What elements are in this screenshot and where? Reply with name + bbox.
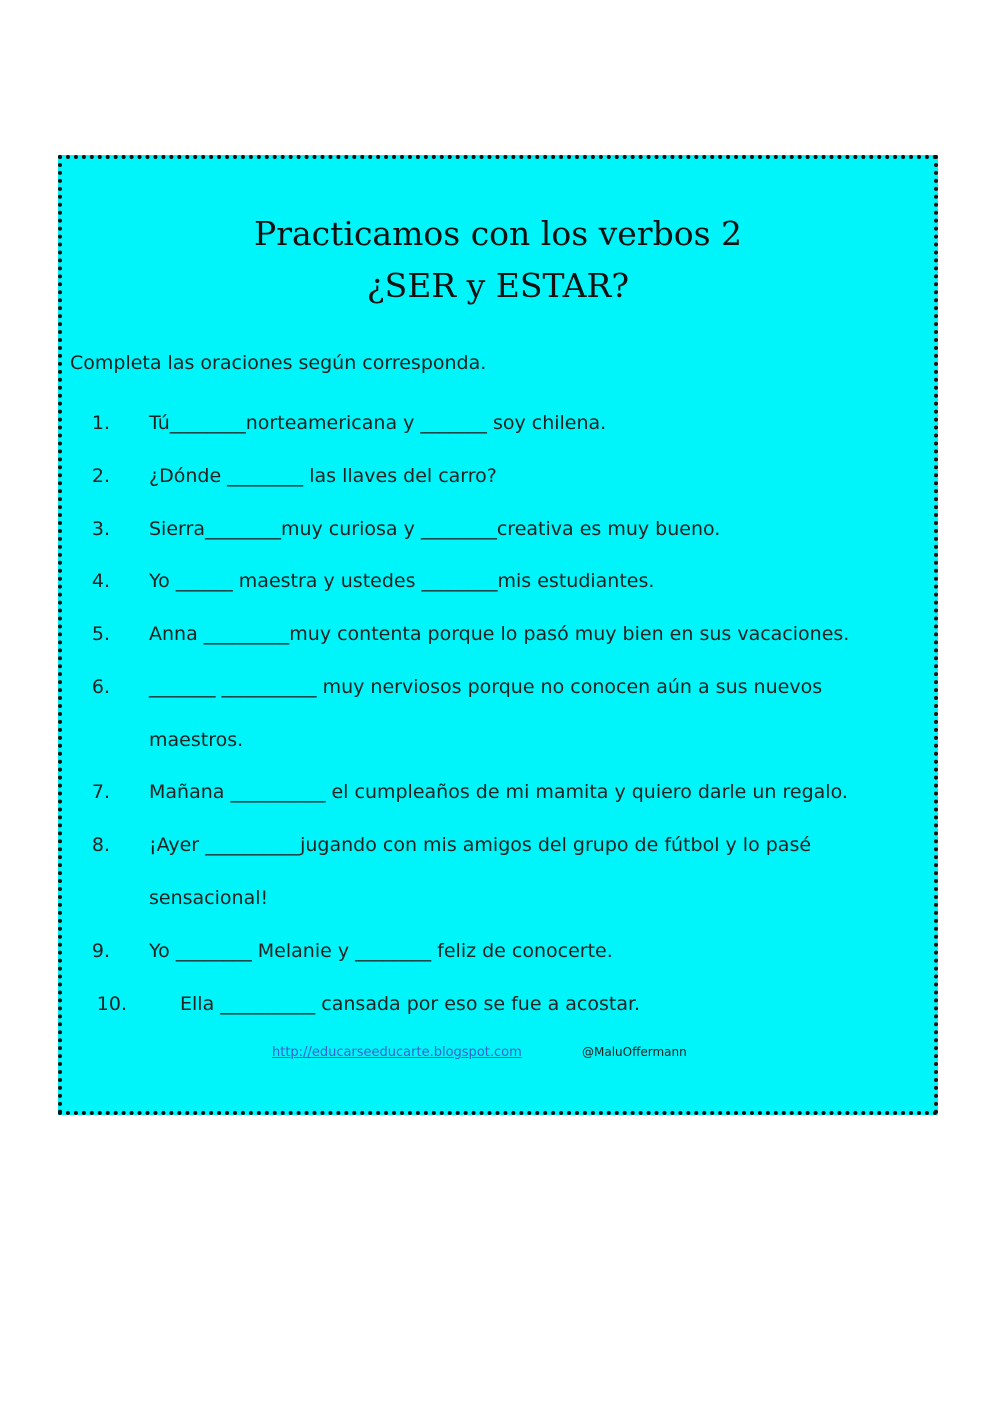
item-number: 10. <box>96 993 127 1015</box>
item-number: 7. <box>91 781 110 803</box>
blog-link[interactable]: http://educarseeducarte.blogspot.com <box>272 1045 522 1060</box>
item-continuation: maestros. <box>149 729 244 751</box>
item-text: Yo ________ Melanie y ________ feliz de conocerte. <box>149 940 613 962</box>
item-text: ¡Ayer __________jugando con mis amigos del grupo de fútbol y lo pasé <box>149 834 812 856</box>
item-text: Mañana __________ el cumpleaños de mi mamita y quiero darle un regalo. <box>149 781 848 803</box>
item-number: 1. <box>91 412 110 434</box>
item-number: 8. <box>91 834 110 856</box>
item-number: 6. <box>91 676 110 698</box>
item-continuation: sensacional! <box>149 887 269 909</box>
author-handle: @MaluOffermann <box>582 1045 687 1059</box>
item-text: Tú________norteamericana y _______ soy chilena. <box>149 412 607 434</box>
item-number: 9. <box>91 940 110 962</box>
item-text: Yo ______ maestra y ustedes ________mis estudiantes. <box>149 570 655 592</box>
item-number: 3. <box>91 518 110 540</box>
item-text: _______ __________ muy nerviosos porque no conocen aún a sus nuevos <box>149 676 823 698</box>
item-text: Anna _________muy contenta porque lo pasó muy bien en sus vacaciones. <box>149 623 850 645</box>
item-text: Ella __________ cansada por eso se fue a acostar. <box>180 993 641 1015</box>
item-number: 5. <box>91 623 110 645</box>
instruction: Completa las oraciones según corresponda. <box>70 352 487 374</box>
item-number: 4. <box>91 570 110 592</box>
title-line-1: Practicamos con los verbos 2 <box>254 214 742 253</box>
title-line-2: ¿SER y ESTAR? <box>366 266 630 305</box>
worksheet-box <box>58 155 938 1115</box>
item-number: 2. <box>91 465 110 487</box>
item-text: ¿Dónde ________ las llaves del carro? <box>149 465 497 487</box>
item-text: Sierra________muy curiosa y ________creativa es muy bueno. <box>149 518 721 540</box>
